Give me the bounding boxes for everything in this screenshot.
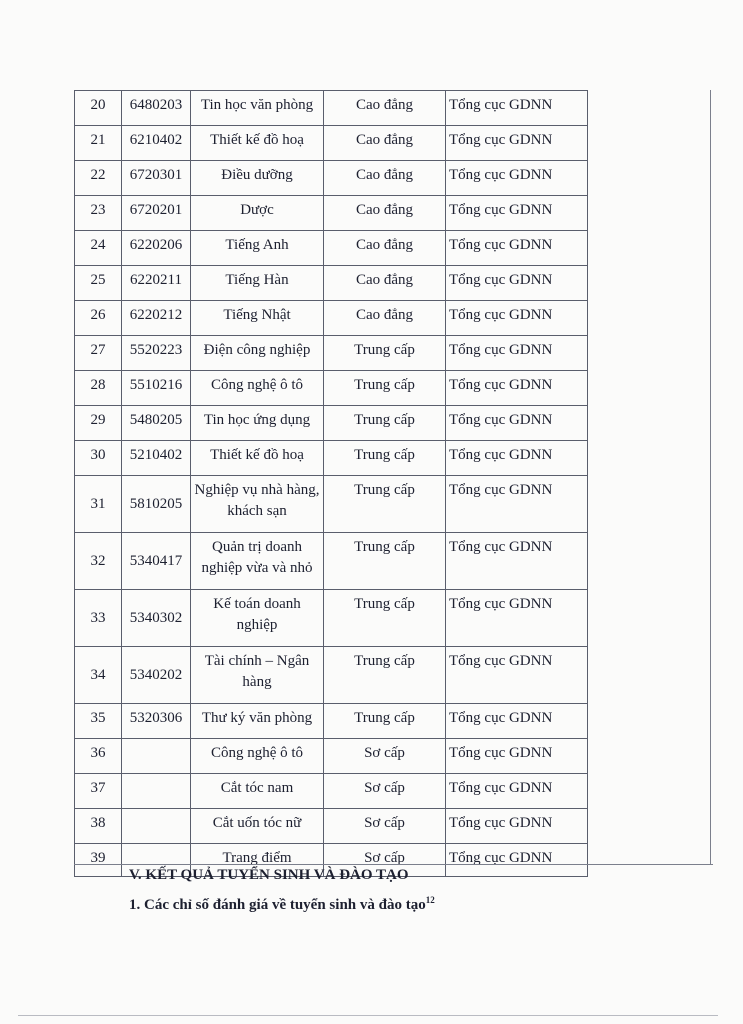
program-name: Công nghệ ô tô (191, 371, 324, 406)
program-code: 5340417 (122, 533, 191, 590)
footer-rule (18, 1015, 718, 1016)
subsection-heading-text: 1. Các chỉ số đánh giá về tuyển sinh và đào tạo (129, 897, 426, 913)
table-row (75, 406, 588, 441)
program-code: 5320306 (122, 704, 191, 739)
managing-agency: Tổng cục GDNN (446, 441, 588, 476)
program-code: 5510216 (122, 371, 191, 406)
managing-agency: Tổng cục GDNN (446, 533, 588, 590)
table-row (75, 476, 588, 533)
table-row (75, 126, 588, 161)
program-name: Trang điểm (191, 844, 324, 877)
table-row (75, 441, 588, 476)
section-heading: V. KẾT QUẢ TUYỂN SINH VÀ ĐÀO TẠO (129, 867, 409, 883)
program-name: Quản trị doanh nghiệp vừa và nhỏ (191, 533, 324, 590)
row-number: 25 (75, 266, 122, 301)
table-row (75, 301, 588, 336)
managing-agency: Tổng cục GDNN (446, 91, 588, 126)
program-name: Thiết kế đồ hoạ (191, 126, 324, 161)
row-number: 23 (75, 196, 122, 231)
program-level: Trung cấp (324, 441, 446, 476)
table-row (75, 91, 588, 126)
program-code: 6720301 (122, 161, 191, 196)
row-number: 31 (75, 476, 122, 533)
row-number: 22 (75, 161, 122, 196)
program-level: Sơ cấp (324, 774, 446, 809)
table-row (75, 231, 588, 266)
program-code: 5520223 (122, 336, 191, 371)
row-number: 29 (75, 406, 122, 441)
table-row (75, 647, 588, 704)
managing-agency: Tổng cục GDNN (446, 809, 588, 844)
managing-agency: Tổng cục GDNN (446, 844, 588, 877)
program-name: Kế toán doanh nghiệp (191, 590, 324, 647)
table-row (75, 533, 588, 590)
program-name: Tiếng Anh (191, 231, 324, 266)
program-name: Tin học ứng dụng (191, 406, 324, 441)
managing-agency: Tổng cục GDNN (446, 590, 588, 647)
managing-agency: Tổng cục GDNN (446, 266, 588, 301)
program-level: Cao đẳng (324, 91, 446, 126)
managing-agency: Tổng cục GDNN (446, 647, 588, 704)
program-code: 6480203 (122, 91, 191, 126)
table-row (75, 704, 588, 739)
row-number: 39 (75, 844, 122, 877)
page-edge-line (710, 90, 711, 865)
row-number: 24 (75, 231, 122, 266)
program-name: Cắt tóc nam (191, 774, 324, 809)
table-bottom-rule (74, 864, 713, 865)
program-level: Trung cấp (324, 590, 446, 647)
row-number: 28 (75, 371, 122, 406)
row-number: 36 (75, 739, 122, 774)
managing-agency: Tổng cục GDNN (446, 406, 588, 441)
table-row (75, 266, 588, 301)
programs-table (74, 90, 588, 877)
program-name: Điện công nghiệp (191, 336, 324, 371)
program-code: 6220211 (122, 266, 191, 301)
row-number: 30 (75, 441, 122, 476)
program-name: Thư ký văn phòng (191, 704, 324, 739)
managing-agency: Tổng cục GDNN (446, 336, 588, 371)
program-name: Nghiệp vụ nhà hàng, khách sạn (191, 476, 324, 533)
program-level: Trung cấp (324, 371, 446, 406)
program-code: 6210402 (122, 126, 191, 161)
row-number: 32 (75, 533, 122, 590)
program-level: Trung cấp (324, 336, 446, 371)
program-name: Công nghệ ô tô (191, 739, 324, 774)
row-number: 21 (75, 126, 122, 161)
program-code: 5810205 (122, 476, 191, 533)
program-name: Tin học văn phòng (191, 91, 324, 126)
table-row (75, 336, 588, 371)
program-code: 6720201 (122, 196, 191, 231)
program-level: Cao đẳng (324, 196, 446, 231)
program-code: 6220206 (122, 231, 191, 266)
program-level: Trung cấp (324, 406, 446, 441)
program-name: Tài chính – Ngân hàng (191, 647, 324, 704)
program-code (122, 739, 191, 774)
program-level: Cao đẳng (324, 266, 446, 301)
managing-agency: Tổng cục GDNN (446, 739, 588, 774)
program-name: Tiếng Nhật (191, 301, 324, 336)
program-level: Cao đẳng (324, 161, 446, 196)
managing-agency: Tổng cục GDNN (446, 704, 588, 739)
managing-agency: Tổng cục GDNN (446, 371, 588, 406)
managing-agency: Tổng cục GDNN (446, 774, 588, 809)
program-code: 5480205 (122, 406, 191, 441)
program-name: Tiếng Hàn (191, 266, 324, 301)
program-level: Sơ cấp (324, 739, 446, 774)
row-number: 27 (75, 336, 122, 371)
program-code: 5340202 (122, 647, 191, 704)
program-level: Trung cấp (324, 704, 446, 739)
program-code: 6220212 (122, 301, 191, 336)
program-code (122, 774, 191, 809)
managing-agency: Tổng cục GDNN (446, 231, 588, 266)
row-number: 34 (75, 647, 122, 704)
program-level: Cao đẳng (324, 126, 446, 161)
program-level: Sơ cấp (324, 809, 446, 844)
managing-agency: Tổng cục GDNN (446, 126, 588, 161)
table-row (75, 161, 588, 196)
program-name: Điều dưỡng (191, 161, 324, 196)
table-row (75, 590, 588, 647)
table-row (75, 196, 588, 231)
program-name: Dược (191, 196, 324, 231)
managing-agency: Tổng cục GDNN (446, 301, 588, 336)
table-row (75, 371, 588, 406)
program-name: Thiết kế đồ hoạ (191, 441, 324, 476)
row-number: 38 (75, 809, 122, 844)
program-code: 5340302 (122, 590, 191, 647)
program-level: Cao đẳng (324, 231, 446, 266)
program-level: Trung cấp (324, 647, 446, 704)
row-number: 26 (75, 301, 122, 336)
program-code: 5210402 (122, 441, 191, 476)
table-row (75, 774, 588, 809)
managing-agency: Tổng cục GDNN (446, 476, 588, 533)
row-number: 20 (75, 91, 122, 126)
program-level: Cao đẳng (324, 301, 446, 336)
table-row (75, 739, 588, 774)
program-code (122, 809, 191, 844)
row-number: 35 (75, 704, 122, 739)
row-number: 33 (75, 590, 122, 647)
subsection-heading (129, 895, 435, 914)
program-level: Trung cấp (324, 533, 446, 590)
program-level: Sơ cấp (324, 844, 446, 877)
table-row (75, 809, 588, 844)
program-name: Cắt uốn tóc nữ (191, 809, 324, 844)
program-level: Trung cấp (324, 476, 446, 533)
managing-agency: Tổng cục GDNN (446, 161, 588, 196)
row-number: 37 (75, 774, 122, 809)
footnote-reference: 12 (425, 895, 435, 905)
managing-agency: Tổng cục GDNN (446, 196, 588, 231)
